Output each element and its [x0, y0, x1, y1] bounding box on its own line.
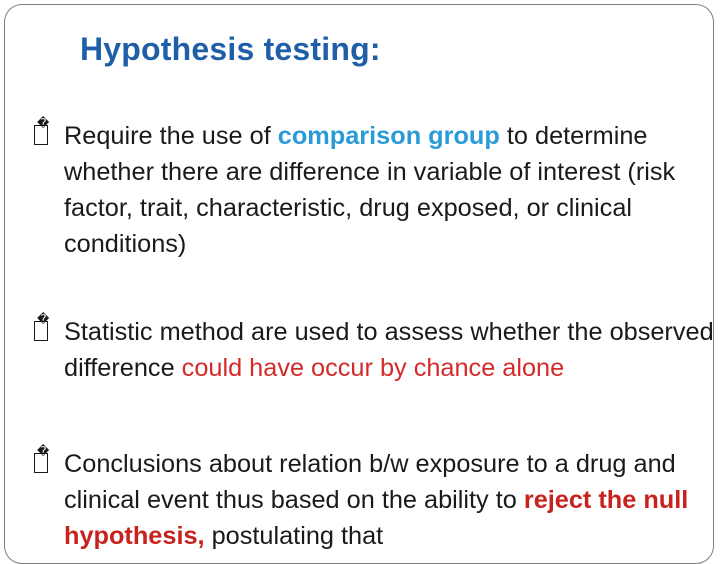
bullet-1-highlight: comparison group: [277, 122, 500, 150]
bullet-3-text-start: Conclusions about relation b/w exposure to a drug and clinical event thus based on the ability to: [64, 450, 676, 514]
bullet-item-3: [32, 446, 720, 554]
bullet-3-highlight: reject the null hypothesis,: [64, 486, 689, 550]
bullet-3-text-end: postulating that: [204, 522, 384, 550]
bullet-item-1: [32, 118, 720, 262]
slide-title: Hypothesis testing:: [80, 31, 381, 67]
bullet-1-text-end: to determine whether there are difference in variable of interest (risk factor, trait, characteristic, drug exposed, or clinical conditions): [64, 122, 676, 258]
bullet-2-highlight: could have occur by chance alone: [181, 354, 565, 382]
bullet-1-text-start: Require the use of: [64, 122, 278, 150]
bullet-marker-icon: �: [32, 453, 62, 475]
bullet-marker-icon: �: [32, 125, 62, 147]
bullet-2-text-start: Statistic method are used to assess whether the observed difference: [64, 318, 714, 382]
bullet-item-2: [32, 314, 720, 386]
bullet-marker-icon: �: [32, 321, 62, 343]
